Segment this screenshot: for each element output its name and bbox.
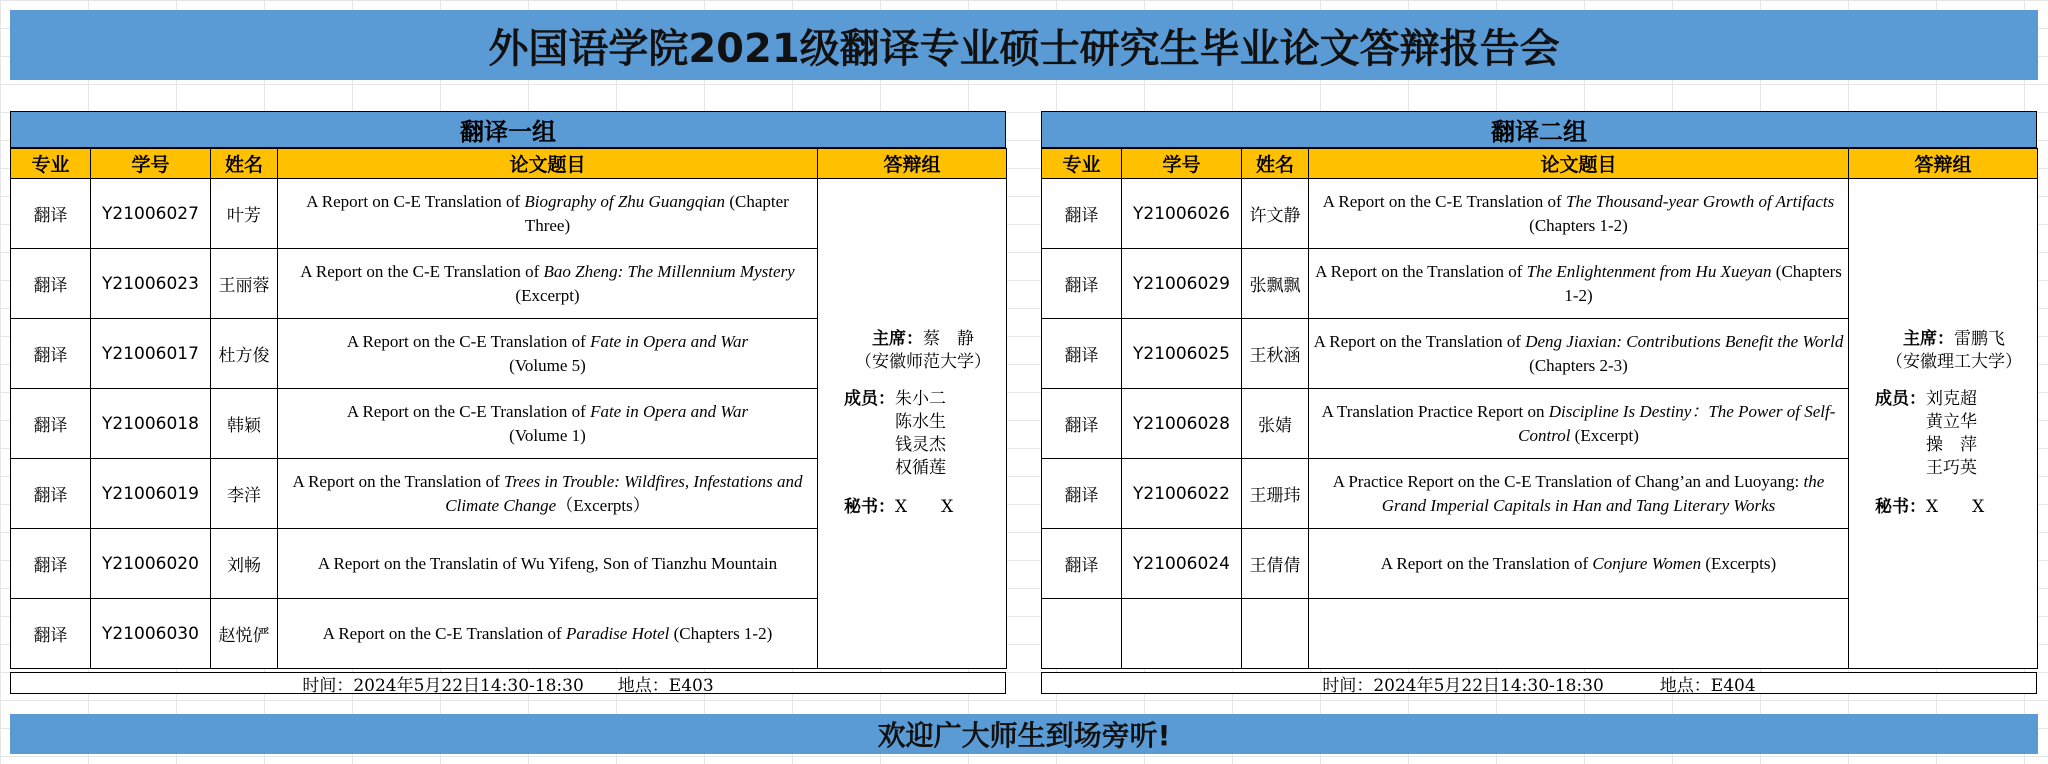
cell-student-id: Y21006020 — [91, 529, 211, 599]
cell-name: 叶芳 — [211, 179, 278, 249]
cell-thesis-title — [1309, 249, 1849, 319]
panel-secretary — [844, 496, 1002, 519]
cell-major: 翻译 — [11, 319, 91, 389]
topic-work-title: Trees in Trouble: Wildfires, Infestations and Climate Change — [445, 471, 803, 515]
secretary-name: X X — [895, 496, 954, 517]
member-name: 陈水生 — [895, 412, 946, 433]
chair-name: 蔡 静 — [923, 329, 974, 350]
cell-thesis-title — [278, 389, 818, 459]
cell-major: 翻译 — [11, 529, 91, 599]
cell-name: 赵悦俨 — [211, 599, 278, 669]
cell-major: 翻译 — [11, 389, 91, 459]
member-name: 权循莲 — [895, 457, 946, 478]
header-student-id: 学号 — [91, 149, 211, 179]
cell-student-id: Y21006023 — [91, 249, 211, 319]
cell-major: 翻译 — [1042, 459, 1122, 529]
cell-thesis-title — [1309, 529, 1849, 599]
cell-name — [1242, 599, 1309, 669]
topic-work-title: Conjure Women — [1592, 553, 1702, 573]
table-header-row — [1042, 149, 2038, 179]
topic-work-title: Fate in Opera and War — [590, 331, 749, 351]
header-name: 姓名 — [1242, 149, 1309, 179]
topic-work-title: Paradise Hotel — [565, 623, 670, 643]
group-1-footer — [10, 672, 1006, 694]
cell-major: 翻译 — [1042, 179, 1122, 249]
topic-text: A Report on the C-E Translation of — [300, 261, 544, 281]
cell-student-id: Y21006026 — [1122, 179, 1242, 249]
member-name: 操 萍 — [1926, 434, 1977, 455]
cell-name: 王秋涵 — [1242, 319, 1309, 389]
cell-student-id: Y21006022 — [1122, 459, 1242, 529]
table-row — [1042, 179, 2038, 249]
cell-thesis-title — [1309, 389, 1849, 459]
topic-text: A Report on the Translation of — [1380, 553, 1593, 573]
topic-work-title: Discipline Is Destiny：The Power of Self-Control — [1518, 401, 1836, 445]
secretary-label: 秘书： — [1875, 496, 1926, 517]
topic-text: A Report on the Translation of — [1315, 261, 1527, 281]
topic-text: A Translation Practice Report on — [1321, 401, 1549, 421]
cell-major: 翻译 — [11, 599, 91, 669]
topic-suffix: (Chapter Three) — [524, 191, 789, 235]
header-major: 专业 — [1042, 149, 1122, 179]
topic-suffix: (Volume 1) — [509, 425, 586, 445]
member-name: 钱灵杰 — [895, 434, 946, 455]
cell-student-id: Y21006029 — [1122, 249, 1242, 319]
cell-student-id: Y21006018 — [91, 389, 211, 459]
panel-chair — [844, 328, 1002, 374]
chair-name: 雷鹏飞 — [1954, 329, 2005, 350]
topic-text: A Report on C-E Translation of — [306, 191, 525, 211]
topic-suffix: (Chapters 1-2) — [1529, 215, 1628, 235]
cell-thesis-title — [278, 319, 818, 389]
member-name: 王巧英 — [1926, 457, 1977, 478]
topic-text: A Report on the C-E Translation of — [1322, 191, 1566, 211]
chair-label: 主席： — [872, 329, 923, 350]
topic-work-title: The Enlightenment from Hu Xueyan — [1526, 261, 1772, 281]
header-name: 姓名 — [211, 149, 278, 179]
cell-thesis-title — [1309, 179, 1849, 249]
cell-name: 王倩倩 — [1242, 529, 1309, 599]
session-location: 地点：E403 — [617, 675, 714, 696]
cell-name: 王珊玮 — [1242, 459, 1309, 529]
cell-thesis-title — [278, 179, 818, 249]
chair-affiliation: （安徽理工大学） — [1886, 352, 2022, 373]
cell-student-id — [1122, 599, 1242, 669]
cell-major: 翻译 — [1042, 389, 1122, 459]
topic-work-title: The Thousand-year Growth of Artifacts — [1565, 191, 1835, 211]
panel-secretary — [1875, 496, 2033, 519]
cell-thesis-title — [278, 249, 818, 319]
cell-major: 翻译 — [11, 459, 91, 529]
cell-major: 翻译 — [1042, 319, 1122, 389]
topic-suffix: (Excerpts) — [1701, 553, 1777, 573]
members-label: 成员： — [844, 389, 895, 410]
panel-chair — [1875, 328, 2033, 374]
topic-suffix: (Chapters 1-2) — [1564, 261, 1842, 305]
cell-name: 李洋 — [211, 459, 278, 529]
topic-text: A Report on the C-E Translation of — [322, 623, 566, 643]
topic-suffix: (Volume 5) — [509, 355, 586, 375]
header-major: 专业 — [11, 149, 91, 179]
topic-suffix: （Excerpts） — [556, 495, 650, 515]
cell-name: 王丽蓉 — [211, 249, 278, 319]
members-label: 成员： — [1875, 389, 1926, 410]
group-2-footer — [1041, 672, 2037, 694]
topic-suffix: (Excerpt) — [515, 285, 580, 305]
topic-text: A Report on the Translation of — [292, 471, 505, 491]
topic-work-title: Bao Zheng: The Millennium Mystery — [543, 261, 795, 281]
group-2-section — [1041, 111, 2037, 696]
header-thesis-title: 论文题目 — [278, 149, 818, 179]
cell-name: 刘畅 — [211, 529, 278, 599]
cell-thesis-title — [278, 459, 818, 529]
header-thesis-title: 论文题目 — [1309, 149, 1849, 179]
topic-text: A Report on the C-E Translation of — [346, 401, 591, 421]
cell-name: 张飘飘 — [1242, 249, 1309, 319]
cell-student-id: Y21006025 — [1122, 319, 1242, 389]
table-row — [11, 179, 1007, 249]
welcome-banner: 欢迎广大师生到场旁听! — [10, 714, 2038, 754]
header-panel: 答辩组 — [818, 149, 1007, 179]
topic-work-title: Fate in Opera and War — [590, 401, 749, 421]
cell-student-id: Y21006019 — [91, 459, 211, 529]
cell-student-id: Y21006024 — [1122, 529, 1242, 599]
group-1-table — [10, 148, 1007, 669]
topic-suffix: (Chapters 2-3) — [1529, 355, 1628, 375]
header-student-id: 学号 — [1122, 149, 1242, 179]
cell-student-id: Y21006017 — [91, 319, 211, 389]
cell-thesis-title — [1309, 459, 1849, 529]
group-1-section — [10, 111, 1006, 696]
cell-thesis-title — [278, 529, 818, 599]
table-header-row — [11, 149, 1007, 179]
cell-thesis-title — [278, 599, 818, 669]
chair-label: 主席： — [1903, 329, 1954, 350]
cell-student-id: Y21006027 — [91, 179, 211, 249]
cell-name: 许文静 — [1242, 179, 1309, 249]
cell-major — [1042, 599, 1122, 669]
topic-text: A Report on the Translation of — [1313, 331, 1526, 351]
page-title: 外国语学院2021级翻译专业硕士研究生毕业论文答辩报告会 — [10, 10, 2038, 80]
panel-members — [1875, 388, 2033, 480]
cell-major: 翻译 — [1042, 529, 1122, 599]
cell-thesis-title — [1309, 319, 1849, 389]
panel-members — [844, 388, 1002, 480]
group-1-title: 翻译一组 — [10, 111, 1006, 148]
group-2-title: 翻译二组 — [1041, 111, 2037, 148]
cell-major: 翻译 — [11, 179, 91, 249]
session-time: 时间：2024年5月22日14:30-18:30 — [302, 675, 584, 696]
cell-major: 翻译 — [11, 249, 91, 319]
chair-affiliation: （安徽师范大学） — [855, 352, 991, 373]
panel-info — [1849, 179, 2038, 669]
session-location: 地点：E404 — [1659, 675, 1756, 696]
cell-name: 杜方俊 — [211, 319, 278, 389]
panel-info — [818, 179, 1007, 669]
cell-student-id: Y21006030 — [91, 599, 211, 669]
secretary-label: 秘书： — [844, 496, 895, 517]
session-time: 时间：2024年5月22日14:30-18:30 — [1322, 675, 1604, 696]
topic-text: A Practice Report on the C-E Translation of Chang’an and Luoyang: — [1332, 471, 1804, 491]
header-panel: 答辩组 — [1849, 149, 2038, 179]
secretary-name: X X — [1926, 496, 1985, 517]
cell-name: 韩颖 — [211, 389, 278, 459]
topic-work-title: the Grand Imperial Capitals in Han and Tang Literary Works — [1381, 471, 1825, 515]
topic-work-title: Deng Jiaxian: Contributions Benefit the World — [1525, 331, 1844, 351]
member-name: 刘克超 — [1926, 389, 1977, 410]
cell-student-id: Y21006028 — [1122, 389, 1242, 459]
cell-major: 翻译 — [1042, 249, 1122, 319]
topic-text: A Report on the Translatin of Wu Yifeng, Son of Tianzhu Mountain — [317, 553, 778, 573]
group-2-table — [1041, 148, 2038, 669]
topic-text: A Report on the C-E Translation of — [346, 331, 591, 351]
topic-work-title: Biography of Zhu Guangqian — [524, 191, 726, 211]
cell-thesis-title — [1309, 599, 1849, 669]
topic-suffix: (Chapters 1-2) — [669, 623, 773, 643]
topic-suffix: (Excerpt) — [1570, 425, 1639, 445]
cell-name: 张婧 — [1242, 389, 1309, 459]
member-name: 黄立华 — [1926, 412, 1977, 433]
member-name: 朱小二 — [895, 389, 946, 410]
